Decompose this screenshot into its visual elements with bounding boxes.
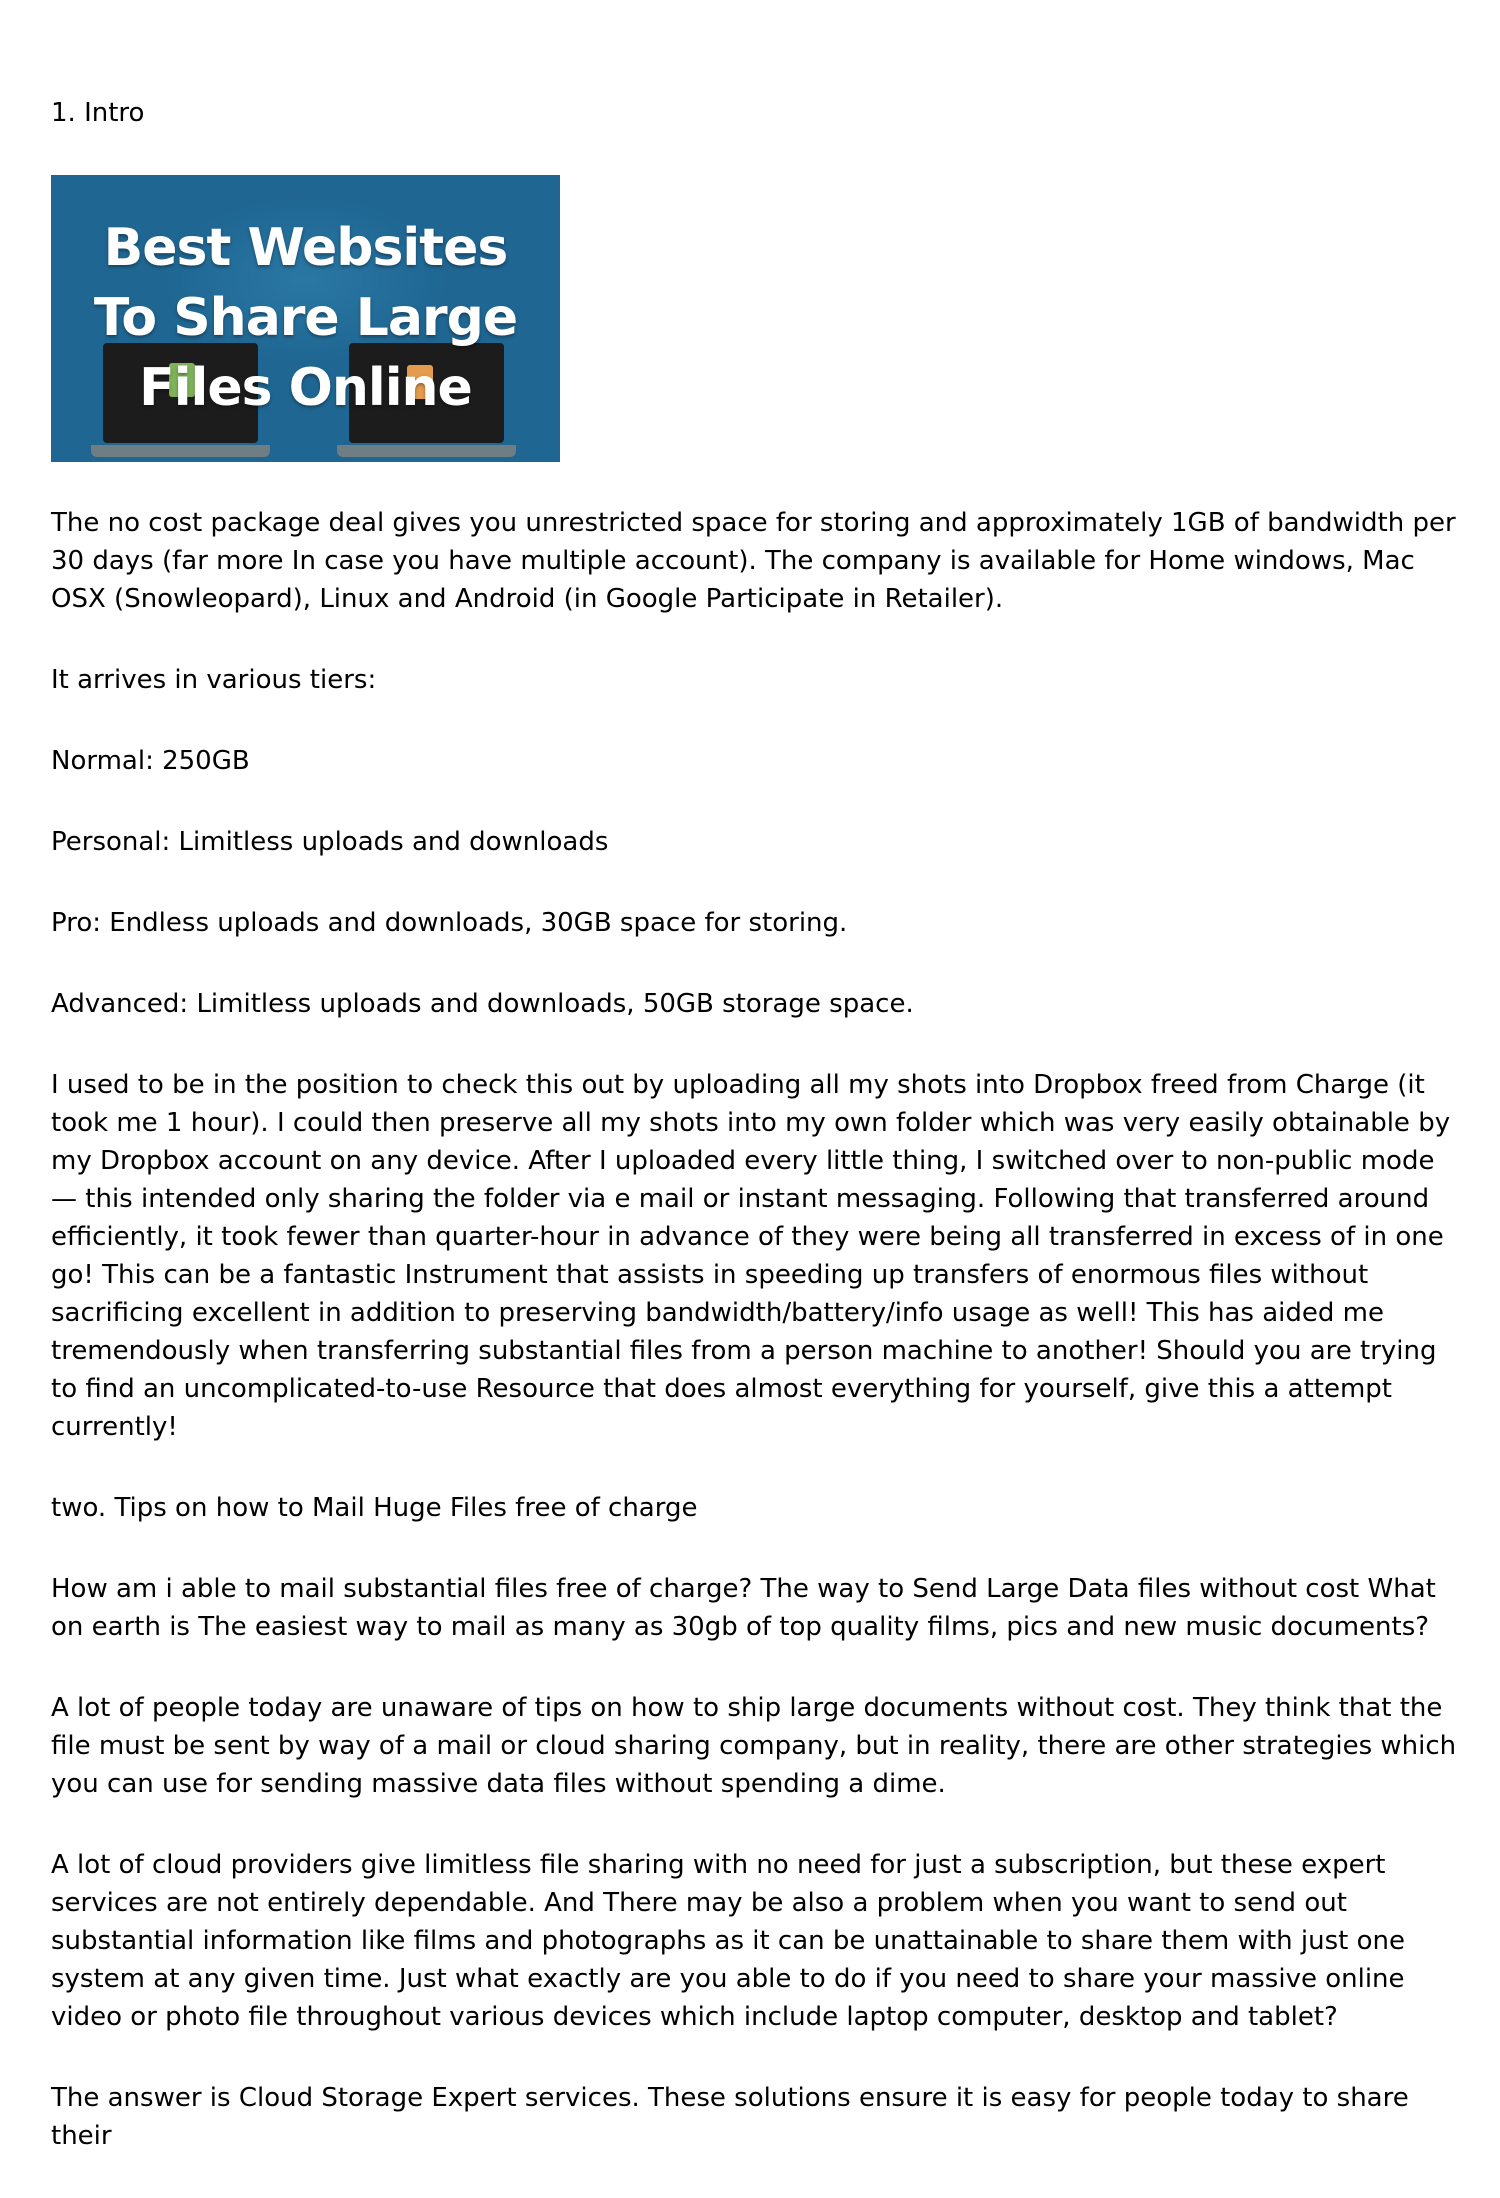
paragraph-unaware: A lot of people today are unaware of tips on how to ship large documents without cost. They think that the file must be sent by way of a mail or cloud sharing company, but in reality, there are other strategies which you can use for sending massive data files without spending a dime.: [51, 1693, 1457, 1799]
paragraph-questions: How am i able to mail substantial files free of charge? The way to Send Large Data files without cost What on earth is The easiest way to mail as many as 30gb of top quality films, pics and new music documents?: [51, 1574, 1436, 1642]
section-heading-tips: two. Tips on how to Mail Huge Files free of charge: [51, 1493, 698, 1523]
hero-title-line: To Share Large: [93, 288, 518, 348]
section-heading-intro: 1. Intro: [51, 98, 145, 128]
tier-personal: Personal: Limitless uploads and downloads: [51, 827, 609, 857]
paragraph-answer: The answer is Cloud Storage Expert services. These solutions ensure it is easy for people today to share their: [51, 2083, 1409, 2151]
paragraph-free-package: The no cost package deal gives you unrestricted space for storing and approximately 1GB of bandwidth per 30 days (far more In case you have multiple account). The company is available for Home windows, Mac OSX (Snowleopard), Linux and Android (in Google Participate in Retailer).: [51, 508, 1456, 614]
hero-title-line: Files Online: [139, 358, 472, 418]
tier-advanced: Advanced: Limitless uploads and downloads, 50GB storage space.: [51, 989, 914, 1019]
tier-normal: Normal: 250GB: [51, 746, 250, 776]
hero-title-line: Best Websites: [103, 218, 508, 278]
paragraph-dropbox-experience: I used to be in the position to check this out by uploading all my shots into Dropbox freed from Charge (it took me 1 hour). I could then preserve all my shots into my own folder which was very easily obtainable by my Dropbox account on any device. After I uploaded every little thing, I switched over to non-public mode — this intended only sharing the folder via e mail or instant messaging. Following that transferred around efficiently, it took fewer than quarter-hour in advance of they were being all transferred in excess of in one go! This can be a fantastic Instrument that assists in speeding up transfers of enormous files without sacrificing excellent in addition to preserving bandwidth/battery/info usage as well! This has aided me tremendously when transferring substantial files from a person machine to another! Should you are trying to find an uncomplicated-to-use Resource that does almost everything for yourself, give this a attempt currently!: [51, 1070, 1451, 1442]
hero-image: [51, 175, 560, 462]
paragraph-tiers-intro: It arrives in various tiers:: [51, 665, 377, 695]
tier-pro: Pro: Endless uploads and downloads, 30GB space for storing.: [51, 908, 848, 938]
article-body: [51, 94, 1461, 2198]
paragraph-cloud-providers: A lot of cloud providers give limitless file sharing with no need for just a subscription, but these expert services are not entirely dependable. And There may be also a problem when you want to send out substantial information like films and photographs as it can be unattainable to share them with just one system at any given time. Just what exactly are you able to do if you need to share your massive online video or photo file throughout various devices which include laptop computer, desktop and tablet?: [51, 1850, 1405, 2032]
hero-title: [51, 213, 560, 423]
